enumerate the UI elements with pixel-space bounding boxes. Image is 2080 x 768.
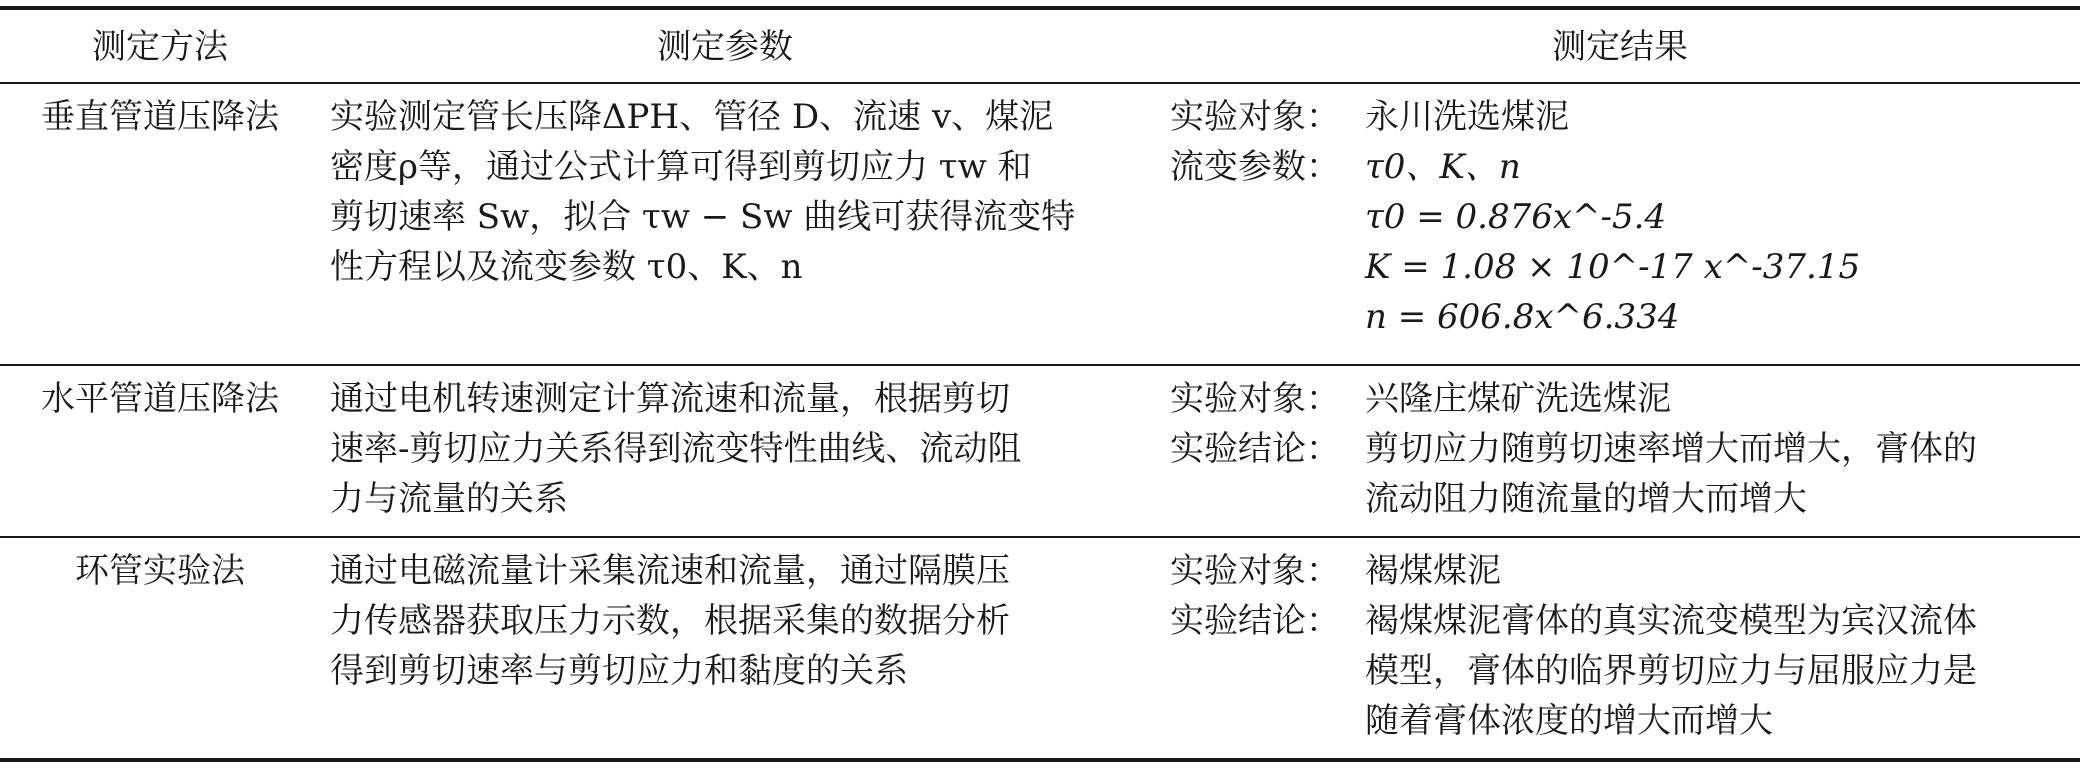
- result-value: n = 606.8x^6.334: [1365, 297, 1680, 337]
- row-2-params-line-0: 通过电磁流量计采集流速和流量，通过隔膜压: [330, 551, 1010, 591]
- row-0-params: [330, 92, 1120, 292]
- row-1-params: [330, 374, 1120, 524]
- row-2-params: [330, 546, 1120, 696]
- header-results: 测定结果: [1552, 27, 1688, 67]
- row-1-results: [1170, 374, 2070, 524]
- row-2-method: 环管实验法: [75, 551, 245, 591]
- row-0-method: 垂直管道压降法: [41, 97, 279, 137]
- row-rule-2: [0, 536, 2080, 538]
- result-value: τ0 = 0.876x^-5.4: [1365, 197, 1667, 237]
- result-value: 永川洗选煤泥: [1365, 97, 1569, 137]
- result-value: 随着膏体浓度的增大而增大: [1365, 701, 1773, 741]
- result-value: 剪切应力随剪切速率增大而增大，膏体的: [1365, 429, 1977, 469]
- row-1-method: 水平管道压降法: [41, 379, 279, 419]
- row-0-params-line-3: 性方程以及流变参数 τ0、K、n: [330, 247, 803, 287]
- result-label: 流变参数：: [1170, 147, 1340, 187]
- row-2-params-line-2: 得到剪切速率与剪切应力和黏度的关系: [330, 651, 908, 691]
- bottom-rule: [0, 758, 2080, 762]
- result-label: 实验结论：: [1170, 601, 1340, 641]
- result-value: 褐煤煤泥膏体的真实流变模型为宾汉流体: [1365, 601, 1977, 641]
- result-value: 褐煤煤泥: [1365, 551, 1501, 591]
- row-2-params-line-1: 力传感器获取压力示数，根据采集的数据分析: [330, 601, 1010, 641]
- result-value: 流动阻力随流量的增大而增大: [1365, 479, 1807, 519]
- result-label: 实验结论：: [1170, 429, 1340, 469]
- row-0-results: [1170, 92, 2070, 352]
- result-value: 模型，膏体的临界剪切应力与屈服应力是: [1365, 651, 1977, 691]
- row-1-params-line-2: 力与流量的关系: [330, 479, 568, 519]
- result-value: 兴隆庄煤矿洗选煤泥: [1365, 379, 1671, 419]
- header-params: 测定参数: [657, 27, 793, 67]
- row-2-results: [1170, 546, 2070, 746]
- row-rule-1: [0, 364, 2080, 366]
- row-1-params-line-1: 速率-剪切应力关系得到流变特性曲线、流动阻: [330, 429, 1022, 469]
- result-value: τ0、K、n: [1365, 147, 1521, 187]
- row-0-params-line-1: 密度ρ等，通过公式计算可得到剪切应力 τw 和: [330, 147, 1032, 187]
- result-label: 实验对象：: [1170, 551, 1340, 591]
- result-label: 实验对象：: [1170, 97, 1340, 137]
- row-0-params-line-2: 剪切速率 Sw，拟合 τw − Sw 曲线可获得流变特: [330, 197, 1076, 237]
- row-0-params-line-0: 实验测定管长压降ΔPH、管径 D、流速 v、煤泥: [330, 97, 1054, 137]
- header-rule: [0, 82, 2080, 84]
- row-1-params-line-0: 通过电机转速测定计算流速和流量，根据剪切: [330, 379, 1010, 419]
- result-value: K = 1.08 × 10^-17 x^-37.15: [1365, 247, 1861, 287]
- top-rule: [0, 6, 2080, 10]
- header-method: 测定方法: [92, 27, 228, 67]
- result-label: 实验对象：: [1170, 379, 1340, 419]
